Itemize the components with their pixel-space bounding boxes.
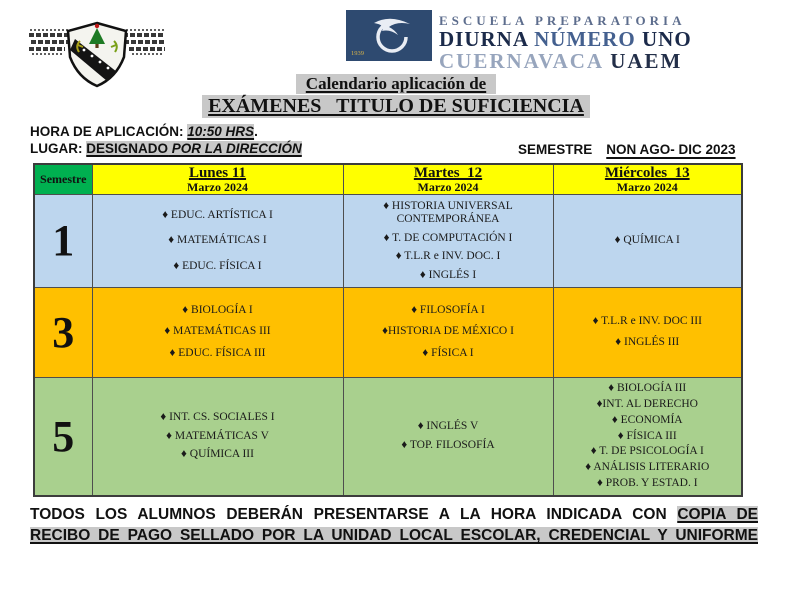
subject-item: ♦ T. DE COMPUTACIÓN I	[383, 231, 513, 244]
subject-item: ♦ INT. CS. SOCIALES I	[160, 411, 275, 423]
day-header-miercoles: Miércoles 13 Marzo 2024	[553, 164, 742, 195]
semester-number: 1	[34, 195, 92, 288]
table-header-row	[34, 164, 742, 195]
subject-item: ♦ FÍSICA I	[422, 346, 474, 359]
semester-number: 5	[34, 377, 92, 496]
day-header-lunes: Lunes 11 Marzo 2024	[92, 164, 343, 195]
subject-item: ♦ MATEMÁTICAS III	[164, 325, 271, 338]
subject-item: ♦ EDUC. FÍSICA III	[169, 346, 266, 359]
subject-item: ♦ INGLÉS I	[419, 268, 477, 281]
hora-value: 10:50 HRS	[187, 124, 255, 139]
table-row-semester-5	[34, 377, 742, 496]
title-line2: EXÁMENES TITULO DE SUFICIENCIA	[202, 95, 590, 118]
cell-sem3-miercoles	[553, 287, 742, 377]
subject-item: ♦ FILOSOFÍA I	[411, 303, 485, 316]
subject-item: ♦ FÍSICA III	[617, 429, 677, 442]
lugar-line	[30, 140, 302, 157]
subject-item: ♦ BIOLOGÍA III	[608, 381, 687, 394]
cell-sem1-lunes	[92, 195, 343, 288]
cell-sem5-martes	[343, 377, 553, 496]
subject-item: ♦ ANÁLISIS LITERARIO	[585, 461, 710, 474]
table-row-semester-1	[34, 195, 742, 288]
school-line2: DIURNA NÚMERO UNO	[439, 27, 692, 51]
subject-item: ♦ INGLÉS V	[417, 420, 479, 433]
title-line1: Calendario aplicación de	[296, 74, 496, 94]
subject-item: ♦HISTORIA DE MÉXICO I	[382, 325, 514, 338]
subject-item: ♦ TOP. FILOSOFÍA	[401, 438, 495, 451]
footer-note	[30, 504, 758, 546]
exam-schedule-table	[33, 163, 743, 497]
semester-number: 3	[34, 287, 92, 377]
school-name	[439, 10, 692, 72]
hora-line: HORA DE APLICACIÓN: 10:50 HRS.	[30, 124, 258, 139]
subject-item: ♦ INGLÉS III	[615, 336, 680, 348]
subject-item: ♦ T. DE PSICOLOGÍA I	[590, 445, 704, 458]
prepa-logo	[346, 10, 692, 72]
school-line3: CUERNAVACA UAEM	[439, 49, 683, 73]
lugar-label: LUGAR:	[30, 141, 83, 156]
subject-item: ♦ MATEMÁTICAS I	[168, 234, 267, 246]
cell-sem5-miercoles	[553, 377, 742, 496]
subject-item: ♦ QUÍMICA I	[614, 234, 680, 246]
subject-item: ♦ ECONOMÍA	[611, 413, 683, 426]
lugar-value: DESIGNADO POR LA DIRECCIÓN	[86, 141, 302, 156]
prepa-logo-mark-icon	[346, 10, 432, 61]
subject-item: ♦ PROB. Y ESTAD. I	[596, 477, 698, 490]
document-title	[0, 74, 792, 118]
table-row-semester-3	[34, 287, 742, 377]
school-line1: ESCUELA PREPARATORIA	[439, 13, 686, 28]
cell-sem1-miercoles	[553, 195, 742, 288]
semestre-label: SEMESTRE	[518, 142, 593, 157]
day-header-martes: Martes 12 Marzo 2024	[343, 164, 553, 195]
semestre-value: NON AGO- DIC 2023	[606, 142, 736, 157]
cell-sem3-martes	[343, 287, 553, 377]
cell-sem5-lunes	[92, 377, 343, 496]
subject-item: ♦ EDUC. ARTÍSTICA I	[162, 208, 273, 221]
hora-label: HORA DE APLICACIÓN:	[30, 124, 184, 139]
subject-item: ♦ HISTORIA UNIVERSAL CONTEMPORÁNEA	[383, 199, 513, 225]
semestre-line	[518, 142, 736, 157]
corner-header-cell: Semestre	[34, 164, 92, 195]
logo-year: 1939	[351, 50, 364, 57]
subject-item: ♦INT. AL DERECHO	[596, 397, 698, 410]
footer-highlight-2: RECIBO DE PAGO SELLADO POR LA UNIDAD LOCAL ESCOLAR, CREDENCIAL Y UNIFORME	[30, 527, 758, 544]
footer-note-line2	[30, 525, 758, 546]
cell-sem3-lunes	[92, 287, 343, 377]
cell-sem1-martes	[343, 195, 553, 288]
footer-highlight-1: COPIA DE	[677, 506, 758, 523]
subject-item: ♦ T.L.R e INV. DOC. I	[395, 250, 501, 262]
subject-item: ♦ BIOLOGÍA I	[182, 303, 253, 316]
footer-note-line1: TODOS LOS ALUMNOS DEBERÁN PRESENTARSE A LA HORA INDICADA CON COPIA DE	[30, 506, 758, 523]
subject-item: ♦ QUÍMICA III	[181, 448, 254, 460]
subject-item: ♦ T.L.R e INV. DOC III	[592, 314, 702, 327]
application-info	[30, 123, 302, 157]
subject-item: ♦ MATEMÁTICAS V	[166, 429, 269, 442]
subject-item: ♦ EDUC. FÍSICA I	[173, 259, 262, 272]
